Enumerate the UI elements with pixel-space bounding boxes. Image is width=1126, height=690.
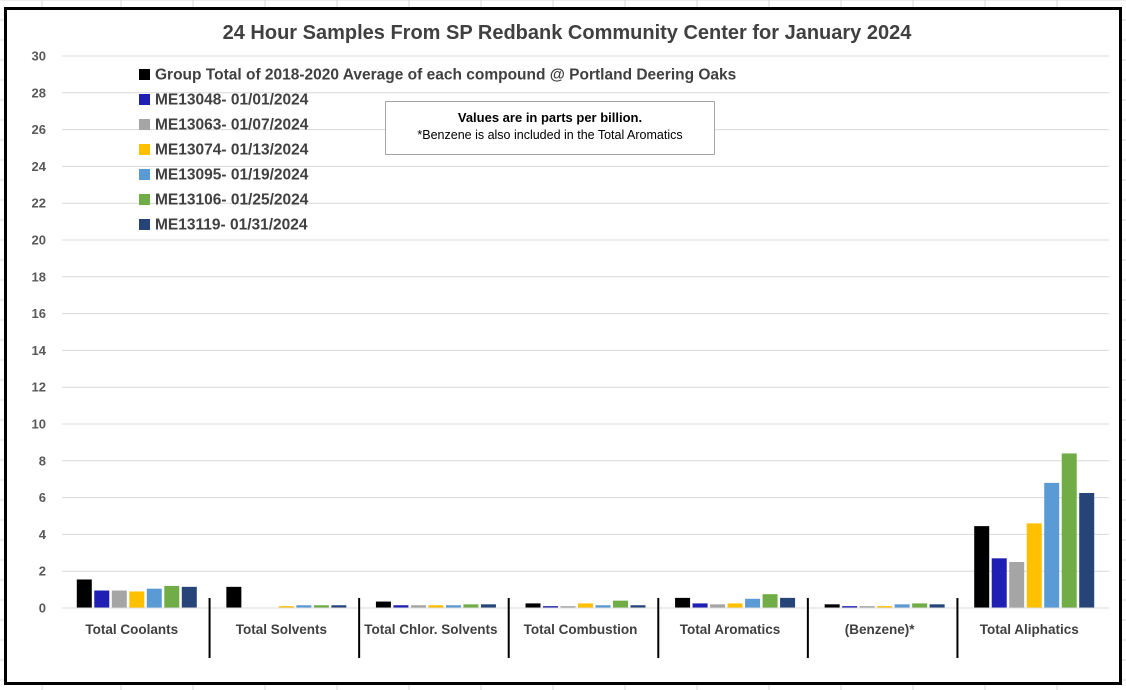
x-axis-category-labels (85, 622, 1078, 637)
x-category-label: Total Chlor. Solvents (364, 622, 498, 637)
legend-swatch (139, 69, 150, 80)
x-category-label: Total Coolants (85, 622, 179, 637)
bar (94, 591, 109, 608)
y-tick-label: 12 (31, 379, 46, 395)
y-tick-label: 26 (31, 122, 46, 138)
y-tick-label: 14 (31, 342, 46, 358)
y-tick-label: 6 (38, 490, 46, 506)
legend-label: Group Total of 2018-2020 Average of each compound @ Portland Deering Oaks (155, 66, 737, 84)
y-tick-label: 28 (31, 85, 46, 101)
bar (112, 591, 127, 608)
annotation-benzene-note: *Benzene is also included in the Total Aromatics (417, 128, 683, 142)
bar (895, 604, 910, 608)
legend-label: ME13063- 01/07/2024 (155, 116, 309, 134)
bar (77, 579, 92, 608)
y-tick-label: 0 (38, 600, 46, 616)
bar (526, 603, 541, 608)
chart-title: 24 Hour Samples From SP Redbank Community Center for January 2024 (222, 22, 912, 44)
legend-swatch (139, 144, 150, 155)
y-axis-tick-labels (32, 49, 47, 616)
legend-swatch (139, 169, 150, 180)
bar (675, 598, 690, 608)
bar (164, 586, 179, 608)
y-tick-label: 2 (38, 563, 46, 579)
x-category-label: (Benzene)* (844, 622, 915, 637)
bar (825, 604, 840, 608)
bar (481, 604, 496, 608)
y-tick-label: 30 (31, 48, 46, 64)
y-tick-label: 4 (38, 526, 46, 542)
legend-label: ME13119- 01/31/2024 (155, 216, 308, 234)
bar (763, 594, 778, 608)
bar (1044, 483, 1059, 608)
y-tick-label: 24 (31, 158, 46, 174)
bar (992, 558, 1007, 608)
y-tick-label: 16 (31, 306, 46, 322)
bars (77, 453, 1094, 608)
y-tick-label: 22 (31, 195, 46, 211)
bar (745, 599, 760, 608)
bar (463, 604, 478, 608)
y-tick-label: 18 (31, 269, 46, 285)
y-tick-label: 20 (31, 232, 46, 248)
bar (693, 603, 708, 608)
bar (226, 587, 241, 608)
bar (1009, 562, 1024, 608)
x-category-label: Total Solvents (235, 622, 327, 637)
y-tick-label: 10 (31, 416, 46, 432)
bar (1062, 453, 1077, 608)
bar (728, 603, 743, 608)
annotation-units: Values are in parts per billion. (457, 110, 643, 125)
bar (710, 604, 725, 608)
bar (147, 589, 162, 608)
bar (974, 526, 989, 608)
bar (780, 598, 795, 608)
legend-swatch (139, 219, 150, 230)
legend-swatch (139, 119, 150, 130)
bar (912, 603, 927, 608)
bar (578, 603, 593, 608)
bar (1027, 523, 1042, 608)
bar (182, 587, 197, 608)
legend-label: ME13106- 01/25/2024 (155, 191, 309, 209)
legend-label: ME13095- 01/19/2024 (155, 166, 309, 184)
legend-swatch (139, 194, 150, 205)
legend-swatch (139, 94, 150, 105)
chart-frame[interactable] (4, 7, 1122, 685)
x-category-label: Total Aromatics (679, 622, 781, 637)
annotation-box (385, 101, 715, 155)
x-category-label: Total Aliphatics (979, 622, 1079, 637)
y-tick-label: 8 (38, 453, 46, 469)
bar (129, 591, 144, 608)
bar (376, 602, 391, 608)
bar (613, 601, 628, 608)
bar (930, 604, 945, 608)
legend-label: ME13048- 01/01/2024 (155, 91, 309, 109)
legend-label: ME13074- 01/13/2024 (155, 141, 309, 159)
bar (1079, 493, 1094, 608)
x-category-label: Total Combustion (523, 622, 638, 637)
